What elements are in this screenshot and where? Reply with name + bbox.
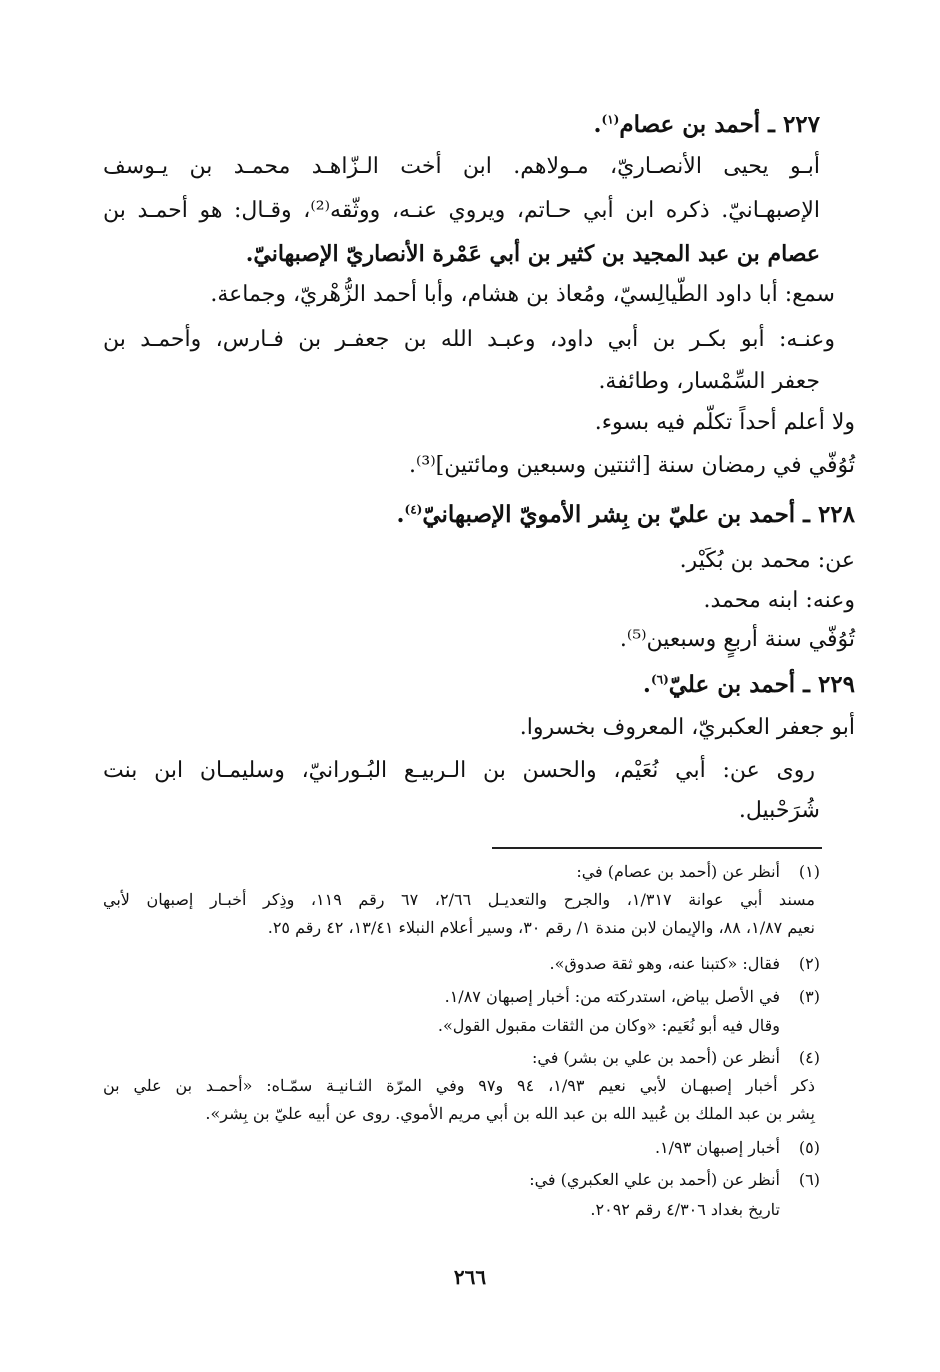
footnote-1-line-1: أنظر عن (أحمد بن عصام) في: <box>576 862 780 881</box>
footnote-4-line-3: بِشر بن عبد الملك بن عُبيد الله بن عبد الله بن أبي مريم الأموي. روى عن أبيه عليّ بن بِشر». <box>205 1104 815 1123</box>
entry-228-heading <box>397 500 856 530</box>
entry-228-line-2: وعنه: ابنه محمد. <box>703 588 855 613</box>
footnote-separator <box>492 847 822 849</box>
heading-period: . <box>642 671 651 698</box>
entry-227-line-4: سمع: أبا داود الطّيالِسيّ، ومُعاذ بن هشام، وأبا أحمد الزُّهْريّ، وجماعة. <box>210 282 835 307</box>
footnote-number: (٤) <box>798 1048 820 1067</box>
footnote-4-line-1: أنظر عن (أحمد بن علي بن بشر) في: <box>531 1048 780 1067</box>
entry-heading-text: ٢٢٧ ـ أحمد بن عصام <box>619 111 820 138</box>
entry-heading-text: ٢٢٩ ـ أحمد بن عليّ <box>668 671 855 698</box>
footnote-1-line-3: نعيم ١/٨٧، ٨٨، والإيمان لابن مندة ١/ رقم ٣٠، وسير أعلام النبلاء ١٣/٤١، ٤٢ رقم ٢٥. <box>267 918 815 937</box>
entry-228-line-1: عن: محمد بن بُكَيْر. <box>679 548 855 573</box>
footnote-6-line-2: تاريخ بغداد ٤/٣٠٦ رقم ٢٠٩٢. <box>590 1200 780 1219</box>
entry-228-line-3: تُوُفّي سنة أربعٍ وسبعين⁽⁵⁾. <box>619 627 855 652</box>
entry-229-heading <box>643 670 855 700</box>
footnote-5-line-1: أخبار إصبهان ١/٩٣. <box>654 1138 780 1157</box>
entry-227-line-7: ولا أعلم أحداً تكلّم فيه بسوء. <box>594 410 855 435</box>
entry-227-line-2: الإصبهـانيّ. ذكره ابن أبي حـاتم، ويروي عنـه، ووثّقه⁽²⁾، وقـال: هو أحمـد بن <box>103 198 820 223</box>
footnote-ref: (١) <box>601 112 620 127</box>
entry-227-heading <box>594 110 820 140</box>
entry-227-line-3: عصام بن عبد المجيد بن كثير بن أبي عَمْرة الأنصاريّ الإصبهانيّ. <box>245 241 820 267</box>
entry-227-line-5: وعنـه: أبو بكـر بن أبي داود، وعبـد الله بن جعفـر بن فـارس، وأحمـد بن <box>103 327 835 352</box>
footnote-number: (٣) <box>798 987 820 1006</box>
footnote-number: (٦) <box>798 1170 820 1189</box>
footnote-1-line-2: مسند أبي عوانة ١/٣١٧، والجرح والتعديـل ٢/٦٦، ٦٧ رقم ١١٩، وذِكر أخبـار إصبهان لأبي <box>103 890 816 909</box>
footnote-2-line-1: فقال: «كتبنا عنه، وهو ثقة صدوق». <box>549 954 780 973</box>
footnote-number: (٥) <box>798 1138 820 1157</box>
page-number: ٢٦٦ <box>453 1265 487 1289</box>
footnote-ref: (٦) <box>650 672 669 687</box>
entry-229-line-3: شُرَحْبيل. <box>738 798 820 823</box>
entry-227-line-6: جعفر السِّمْسار، وطائفة. <box>598 369 820 394</box>
entry-229-line-2: روى عن: أبي نُعَيْم، والحسن بن الـربيـع البُـورانيّ، وسليمـان ابن بنت <box>103 758 815 783</box>
footnote-ref: (٤) <box>404 502 423 517</box>
heading-period: . <box>396 501 405 528</box>
footnote-6-line-1: أنظر عن (أحمد بن علي العكبري) في: <box>529 1170 780 1189</box>
footnote-3-line-2: وقال فيه أبو نُعَيم: «وكان من الثقات مقبول القول». <box>437 1016 780 1035</box>
entry-227-line-8: تُوُفّي في رمضان سنة [اثنتين وسبعين ومائتين]⁽³⁾. <box>408 453 855 478</box>
footnote-3-line-1: في الأصل بياض، استدركته من: أخبار إصبهان ١/٨٧. <box>444 987 780 1006</box>
heading-period: . <box>593 111 602 138</box>
footnote-4-line-2: ذكر أخبار إصبهـان لأبي نعيم ١/٩٣، ٩٤ و٩٧ وفي المرّة الثـانيـة سمّـاه: «أحمـد بن علي بن <box>103 1076 816 1095</box>
entry-229-line-1: أبو جعفر العكبريّ، المعروف بخسروا. <box>519 715 855 740</box>
entry-227-line-1: أبـو يحيى الأنصـاريّ، مـولاهم. ابن أخت الـزّاهـد محمـد بن يـوسف <box>103 154 820 179</box>
footnote-number: (٢) <box>798 954 820 973</box>
entry-heading-text: ٢٢٨ ـ أحمد بن عليّ بن بِشر الأمويّ الإصبهانيّ <box>422 501 855 528</box>
footnote-number: (١) <box>798 862 820 881</box>
